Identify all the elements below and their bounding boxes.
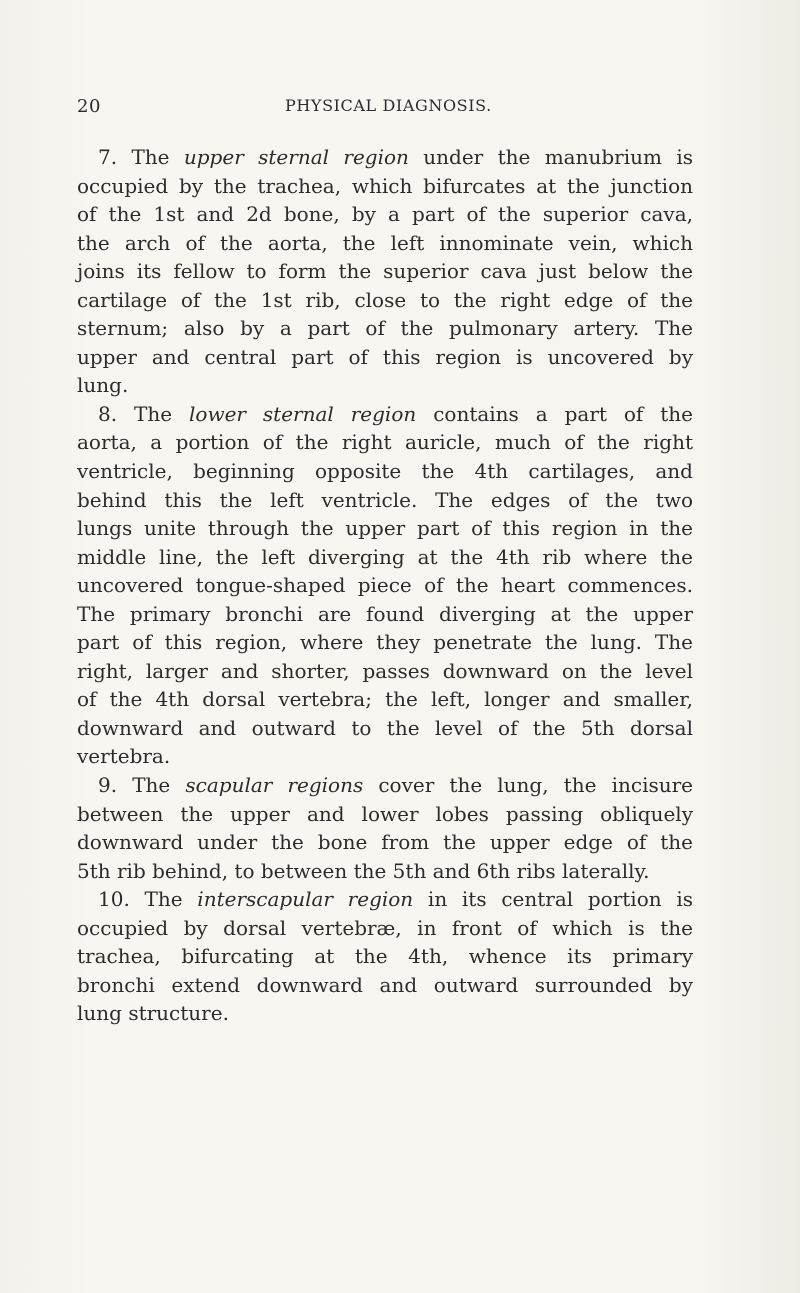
page-number: 20 [77,96,101,117]
paragraph-line: joins its fellow to form the superior cava just below the [77,259,693,284]
paragraph-line: lung structure. [77,1001,229,1026]
paragraph-line: uncovered tongue-shaped piece of the heart commences. [77,573,693,598]
section-term: upper sternal region [183,145,409,169]
paragraph-line: downward and outward to the level of the 5th dorsal [77,715,693,740]
paragraph-line: upper and central part of this region is uncovered by [77,344,693,369]
paragraph-line: of the 4th dorsal vertebra; the left, longer and smaller, [77,687,693,712]
paragraph-line: 10. The interscapular region in its central portion is [98,887,693,912]
paragraph-line: bronchi extend downward and outward surrounded by [77,972,693,997]
paragraph-line: part of this region, where they penetrate the lung. The [77,630,693,655]
paragraph-10 [77,885,693,1028]
paragraph-line: behind this the left ventricle. The edges of the two [77,487,693,512]
paragraph-line: aorta, a portion of the right auricle, much of the right [77,430,693,455]
paragraph-line: downward under the bone from the upper edge of the [77,830,693,855]
body-text [77,143,693,1028]
running-head: PHYSICAL DIAGNOSIS. [285,96,492,115]
paragraph-8 [77,400,693,771]
paragraph-line: lung. [77,373,129,398]
section-term: scapular regions [185,773,364,798]
paragraph-7 [77,143,693,400]
paragraph-line: The primary bronchi are found diverging at the upper [77,601,693,626]
page-header [77,96,677,120]
paragraph-line: 9. The scapular regions cover the lung, the incisure [98,773,693,798]
paragraph-line: occupied by the trachea, which bifurcates at the junction [77,173,693,198]
paragraph-line: trachea, bifurcating at the 4th, whence its primary [77,944,693,969]
paragraph-line: between the upper and lower lobes passing obliquely [77,801,693,826]
paragraph-line: occupied by dorsal vertebræ, in front of which is the [77,915,693,940]
section-term: interscapular region [197,887,414,912]
paragraph-line: 8. The lower sternal region contains a part of the [98,401,694,426]
paragraph-line: the arch of the aorta, the left innominate vein, which [77,230,693,255]
paragraph-line: 5th rib behind, to between the 5th and 6th ribs laterally. [77,858,650,883]
paragraph-line: lungs unite through the upper part of this region in the [77,516,693,541]
paragraph-line: middle line, the left diverging at the 4th rib where the [77,544,693,569]
paragraph-line: 7. The upper sternal region under the manubrium is [98,145,693,169]
paragraph-line: of the 1st and 2d bone, by a part of the superior cava, [77,202,693,227]
paragraph-line: right, larger and shorter, passes downward on the level [77,658,693,683]
paragraph-line: vertebra. [77,744,171,769]
section-term: lower sternal region [189,401,417,426]
paragraph-line: ventricle, beginning opposite the 4th cartilages, and [77,459,693,484]
paragraph-line: cartilage of the 1st rib, close to the right edge of the [77,287,693,312]
paragraph-9 [77,771,693,885]
paragraph-line: sternum; also by a part of the pulmonary artery. The [77,316,693,341]
